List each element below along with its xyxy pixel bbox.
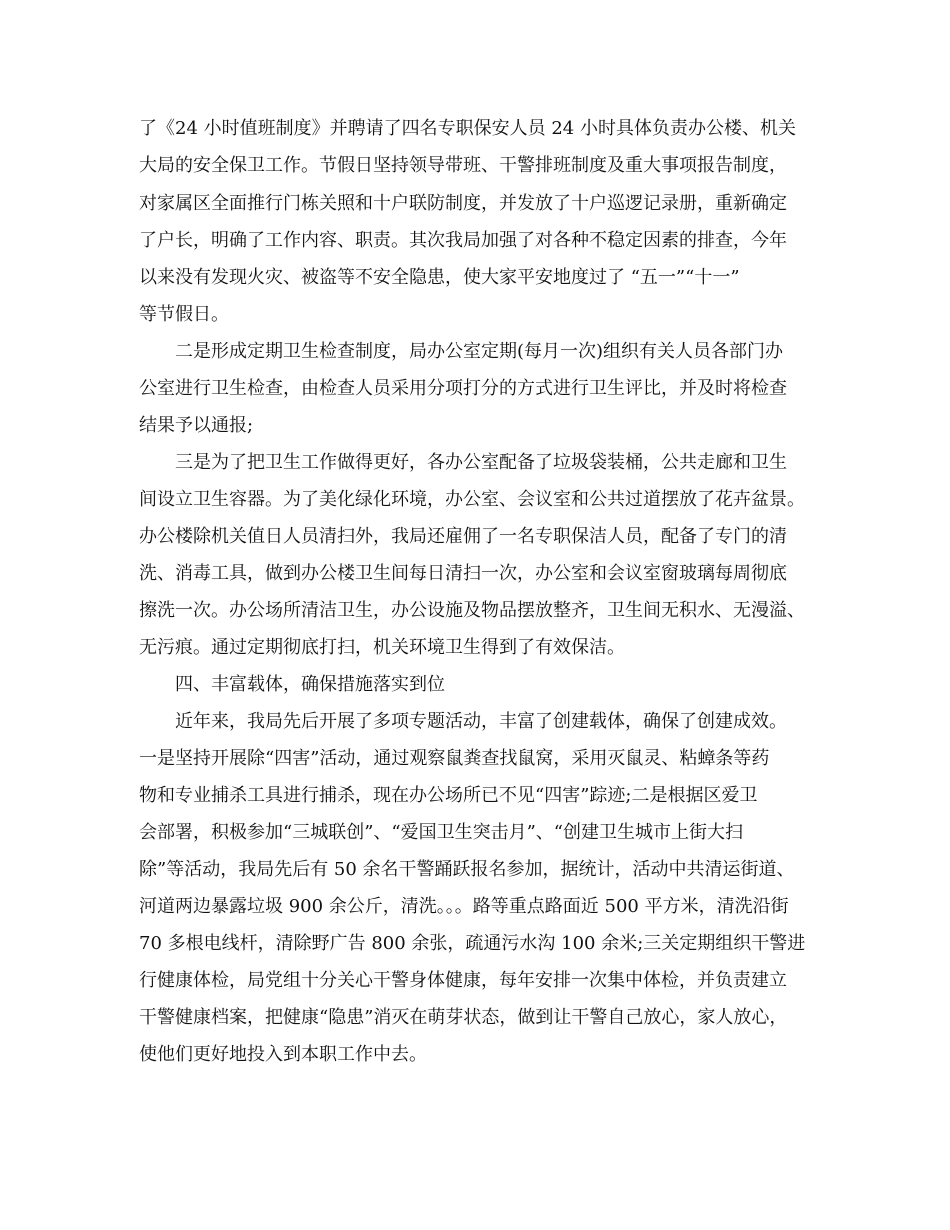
text-line: 除”等活动，我局先后有 50 余名干警踊跃报名参加，据统计，活动中共清运街道、 xyxy=(139,859,795,880)
text-line: 洗、消毒工具，做到办公楼卫生间每日清扫一次，办公室和会议室窗玻璃每周彻底 xyxy=(139,563,787,584)
text-line: 办公楼除机关值日人员清扫外，我局还雇佣了一名专职保洁人员，配备了专门的清 xyxy=(139,526,787,547)
text-line: 间设立卫生容器。为了美化绿化环境，办公室、会议室和公共过道摆放了花卉盆景。 xyxy=(139,489,805,510)
text-line: 了户长，明确了工作内容、职责。其次我局加强了对各种不稳定因素的排查，今年 xyxy=(139,230,787,251)
text-line: 70 多根电线杆，清除野广告 800 余张，疏通污水沟 100 余米;三关定期组织干警进 xyxy=(139,933,806,954)
text-line: 大局的安全保卫工作。节假日坚持领导带班、干警排班制度及重大事项报告制度， xyxy=(139,155,787,176)
text-line: 二是形成定期卫生检查制度，局办公室定期(每月一次)组织有关人员各部门办 xyxy=(175,341,784,362)
text-line: 三是为了把卫生工作做得更好，各办公室配备了垃圾袋装桶，公共走廊和卫生 xyxy=(175,452,787,473)
text-line: 近年来，我局先后开展了多项专题活动，丰富了创建载体，确保了创建成效。 xyxy=(175,711,787,732)
text-line: 结果予以通报; xyxy=(139,415,254,436)
text-line: 擦洗一次。办公场所清洁卫生，办公设施及物品摆放整齐，卫生间无积水、无漫溢、 xyxy=(139,600,805,621)
text-line: 使他们更好地投入到本职工作中去。 xyxy=(139,1044,427,1065)
text-line: 以来没有发现火灾、被盗等不安全隐患，使大家平安地度过了 “五一”“十一” xyxy=(139,267,740,288)
text-line: 行健康体检，局党组十分关心干警身体健康，每年安排一次集中体检，并负责建立 xyxy=(139,970,787,991)
text-line: 会部署，积极参加“三城联创”、“爱国卫生突击月”、“创建卫生城市上街大扫 xyxy=(139,822,744,843)
text-line: 公室进行卫生检查，由检查人员采用分项打分的方式进行卫生评比，并及时将检查 xyxy=(139,378,787,399)
text-line: 物和专业捕杀工具进行捕杀，现在办公场所已不见“四害”踪迹;二是根据区爱卫 xyxy=(139,785,758,806)
text-line: 无污痕。通过定期彻底打扫，机关环境卫生得到了有效保洁。 xyxy=(139,637,625,658)
text-line: 河道两边暴露垃圾 900 余公斤，清洗。。。路等重点路面近 500 平方米，清洗沿街 xyxy=(139,896,789,917)
text-line: 干警健康档案，把健康“隐患”消灭在萌芽状态，做到让干警自己放心，家人放心， xyxy=(139,1007,788,1028)
text-line: 一是坚持开展除“四害”活动，通过观察鼠粪查找鼠窝，采用灭鼠灵、粘蟑条等药 xyxy=(139,748,770,769)
section-heading: 四、丰富载体，确保措施落实到位 xyxy=(175,674,445,695)
text-line: 对家属区全面推行门栋关照和十户联防制度，并发放了十户巡逻记录册，重新确定 xyxy=(139,193,787,214)
text-line: 了《24 小时值班制度》并聘请了四名专职保安人员 24 小时具体负责办公楼、机关 xyxy=(139,118,796,139)
text-line: 等节假日。 xyxy=(139,304,229,325)
